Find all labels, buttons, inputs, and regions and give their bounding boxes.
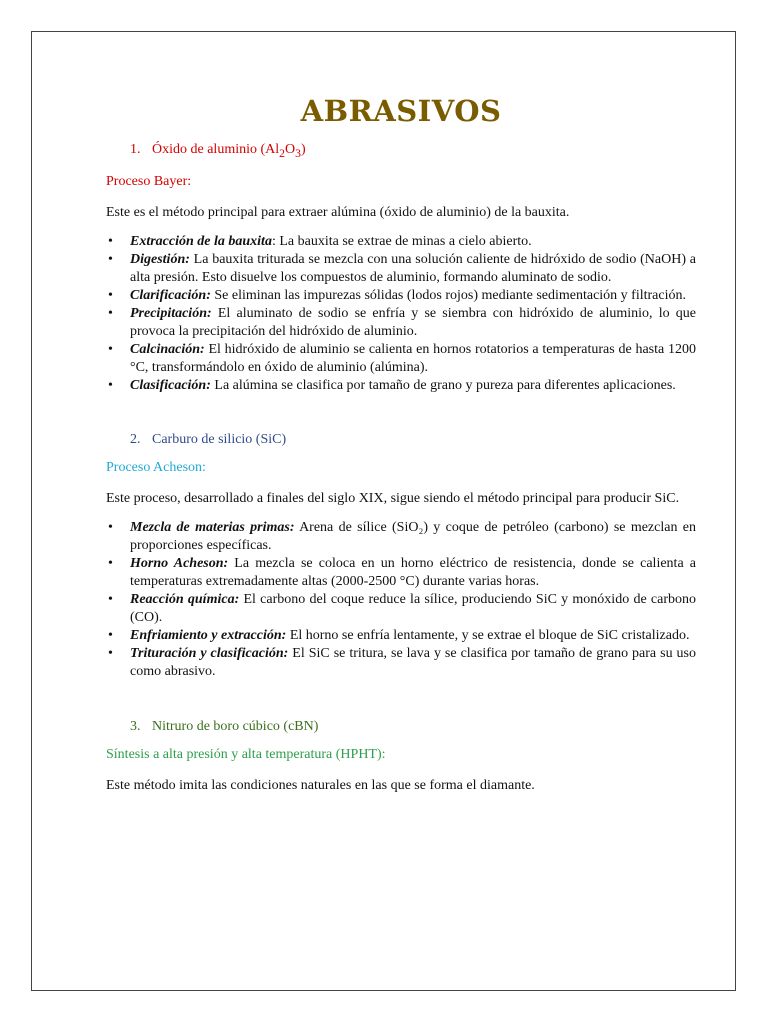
bullet-item xyxy=(106,341,696,377)
bullet-text: La bauxita triturada se mezcla con una solución caliente de hidróxido de sodio (NaOH) a alta presión. Esto disuelve los compuestos de aluminio, formando aluminato de sodio. xyxy=(130,251,696,285)
bullet-item xyxy=(106,305,696,341)
section-intro: Este método imita las condiciones naturales en las que se forma el diamante. xyxy=(106,777,535,793)
bullet-icon: • xyxy=(108,377,113,393)
document-page xyxy=(31,31,736,991)
bullet-text: El aluminato de sodio se enfría y se siembra con hidróxido de aluminio, lo que provoca la precipitación del hidróxido de aluminio. xyxy=(130,305,696,339)
bullet-term: Extracción de la bauxita xyxy=(130,233,272,249)
section-heading-silicon-carbide xyxy=(130,430,696,450)
heading-part: ) xyxy=(300,142,306,157)
bullet-term: Clarificación: xyxy=(130,287,211,303)
bullet-item xyxy=(106,251,696,287)
bullet-item xyxy=(106,519,696,555)
spacer xyxy=(106,395,696,430)
heading-subscript: 3 xyxy=(295,146,301,160)
bullet-text: Se eliminan las impurezas sólidas (lodos rojos) mediante sedimentación y filtración. xyxy=(210,287,686,303)
bullet-list xyxy=(106,233,696,395)
bullet-text: La mezcla se coloca en un horno eléctrico de resistencia, donde se calienta a temperaturas extremadamente altas (2000-2500 °C) durante varias horas. xyxy=(130,555,696,589)
bullet-text: : La bauxita se extrae de minas a cielo abierto. xyxy=(271,233,532,249)
bullet-text: Arena de sílice (SiO₂) y coque de petróleo (carbono) se mezclan en proporciones específicas. xyxy=(130,519,696,553)
bullet-item xyxy=(106,645,696,681)
bullet-icon: • xyxy=(108,627,113,643)
bullet-term: Horno Acheson: xyxy=(130,555,229,571)
bullet-icon: • xyxy=(108,287,113,303)
heading-part: O xyxy=(284,142,296,157)
section-number: 1. xyxy=(130,142,141,157)
bullet-item xyxy=(106,555,696,591)
heading-part: Óxido de aluminio (Al xyxy=(152,142,280,157)
section-intro: Este es el método principal para extraer alúmina (óxido de aluminio) de la bauxita. xyxy=(106,204,570,220)
bullet-term: Trituración y clasificación: xyxy=(130,645,289,661)
section-number: 3. xyxy=(130,718,141,734)
section-heading-aluminum-oxide xyxy=(130,140,696,164)
bullet-icon: • xyxy=(108,233,113,249)
bullet-list xyxy=(106,519,696,681)
bullet-term: Precipitación: xyxy=(130,305,212,321)
process-heading-acheson: Proceso Acheson: xyxy=(106,459,206,475)
section-heading-text xyxy=(152,142,306,160)
section-heading-text: Carburo de silicio (SiC) xyxy=(152,431,287,447)
document-title: ABRASIVOS xyxy=(300,94,502,128)
process-heading-bayer: Proceso Bayer: xyxy=(106,173,192,189)
bullet-item xyxy=(106,591,696,627)
bullet-text: El hidróxido de aluminio se calienta en hornos rotatorios a temperaturas de hasta 1200 °C, transformándolo en óxido de aluminio (alúmina). xyxy=(130,341,696,375)
bullet-term: Enfriamiento y extracción: xyxy=(130,627,287,643)
bullet-icon: • xyxy=(108,519,113,535)
bullet-icon: • xyxy=(108,591,113,607)
bullet-term: Clasificación: xyxy=(130,377,211,393)
section-number: 2. xyxy=(130,431,141,447)
process-heading-hpht: Síntesis a alta presión y alta temperatura (HPHT): xyxy=(106,746,386,762)
bullet-item xyxy=(106,627,696,645)
bullet-text: El SiC se tritura, se lava y se clasifica por tamaño de grano para su uso como abrasivo. xyxy=(130,645,696,679)
bullet-term: Mezcla de materias primas: xyxy=(130,519,295,535)
section-heading-text: Nitruro de boro cúbico (cBN) xyxy=(152,718,319,734)
bullet-text: El carbono del coque reduce la sílice, produciendo SiC y monóxido de carbono (CO). xyxy=(130,591,696,625)
bullet-text: El horno se enfría lentamente, y se extrae el bloque de SiC cristalizado. xyxy=(286,627,690,643)
document-content xyxy=(106,94,696,795)
bullet-icon: • xyxy=(108,251,113,267)
bullet-item xyxy=(106,377,696,395)
bullet-term: Calcinación: xyxy=(130,341,205,357)
section-heading-cubic-boron-nitride xyxy=(130,717,696,737)
bullet-icon: • xyxy=(108,305,113,321)
bullet-item xyxy=(106,233,696,251)
bullet-term: Reacción química: xyxy=(130,591,240,607)
bullet-icon: • xyxy=(108,645,113,661)
bullet-text: La alúmina se clasifica por tamaño de grano y pureza para diferentes aplicaciones. xyxy=(210,377,676,393)
bullet-icon: • xyxy=(108,341,113,357)
bullet-term: Digestión: xyxy=(130,251,190,267)
bullet-icon: • xyxy=(108,555,113,571)
spacer xyxy=(106,681,696,717)
section-intro: Este proceso, desarrollado a finales del siglo XIX, sigue siendo el método principal para producir SiC. xyxy=(106,490,680,506)
bullet-item xyxy=(106,287,696,305)
heading-subscript: 2 xyxy=(279,146,285,160)
